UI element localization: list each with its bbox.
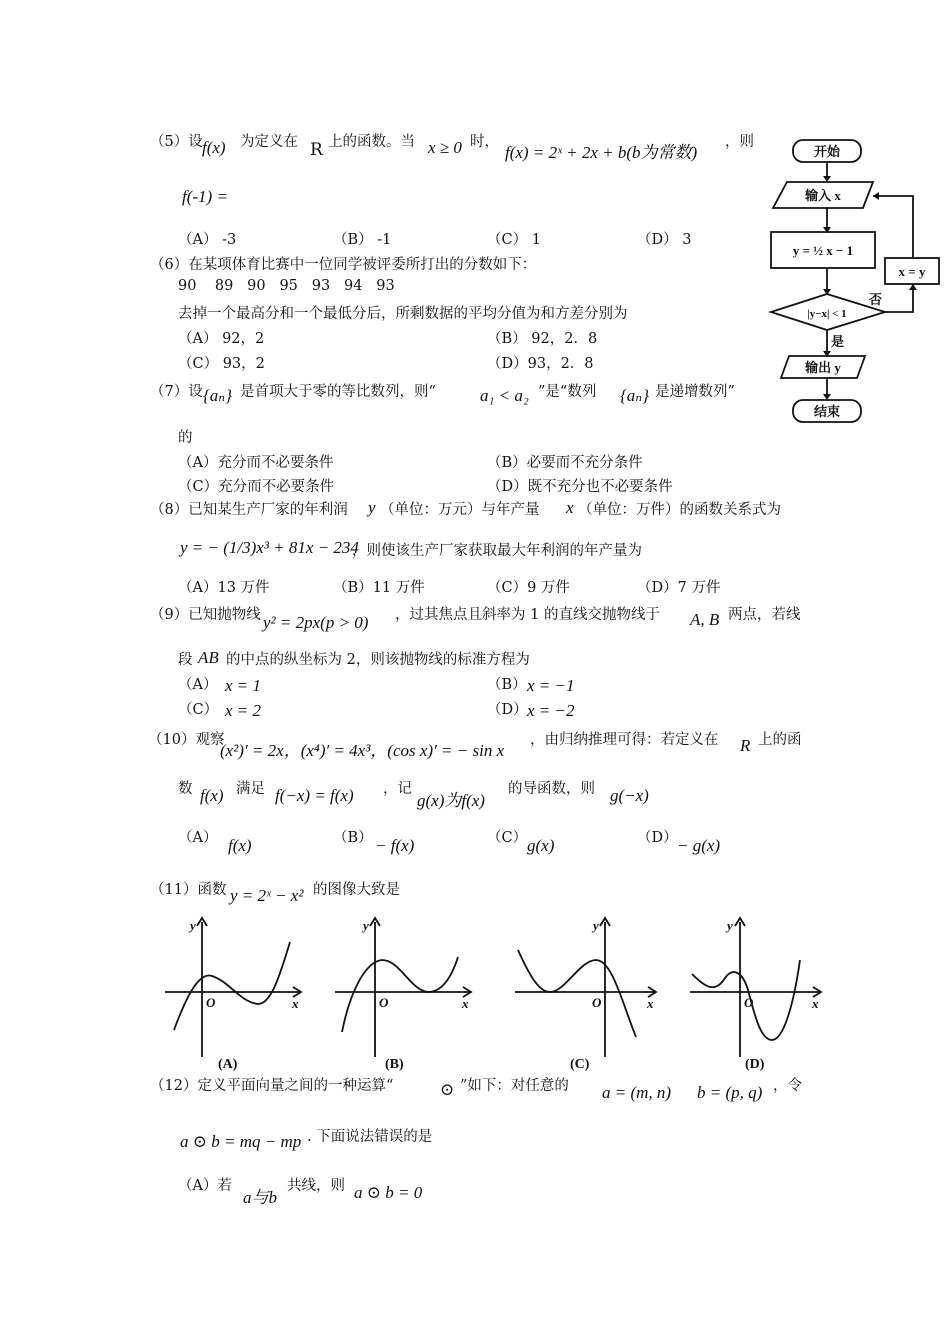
q9-points: A, B — [690, 610, 720, 629]
q10-option-d-eq: − g(x) — [677, 836, 721, 855]
q10-observation: (x²)′ = 2x，(x⁴)′ = 4x³，(cos x)′ = − sin x — [220, 741, 505, 760]
q6-option-c: （C） 93，2 — [178, 356, 265, 372]
q11-equation: y = 2ˣ − x² — [230, 886, 304, 905]
q10-text-4: 满足 — [236, 781, 265, 797]
q5-text-1: 为定义在 — [240, 134, 298, 150]
flow-start-label: 开始 — [813, 144, 841, 159]
q9-option-c-eq: x = 2 — [225, 701, 262, 720]
q8-option-c: （C）9 万件 — [487, 580, 570, 596]
flow-end-label: 结束 — [813, 404, 841, 419]
q5-prefix: （5）设 — [150, 134, 203, 150]
flow-update-label: x = y — [898, 264, 926, 279]
q7-text-1: 是首项大于零的等比数列，则“ — [240, 384, 436, 400]
q10-text-5: ，记 — [383, 781, 412, 797]
q8-formula: y = − (1/3)x³ + 81x − 234 — [180, 538, 359, 557]
flow-input-label: 输入 x — [805, 188, 841, 203]
flow-assign-label: y = ½ x − 1 — [792, 243, 854, 258]
graph-d-label: (D) — [745, 1057, 765, 1072]
q5-formula: f(x) = 2ˣ + 2x + b(b为常数) — [505, 143, 698, 162]
q9-option-b-eq: x = −1 — [527, 676, 575, 695]
q6-text: 去掉一个最高分和一个最低分后，所剩数据的平均分值为和方差分别为 — [178, 306, 628, 322]
q12-option-a-mid: 共线，则 — [287, 1178, 345, 1194]
q5-option-d: （D） 3 — [637, 232, 692, 248]
graph-b-y-label: y — [363, 918, 369, 933]
q7-text-4: 的 — [178, 430, 193, 446]
q7-sequence: {aₙ} — [203, 386, 232, 405]
q9-ab: AB — [198, 648, 219, 667]
q9-equation: y² = 2px(p > 0) — [263, 613, 369, 632]
q5-option-c: （C） 1 — [487, 232, 541, 248]
q5-condition: x ≥ 0 — [428, 138, 462, 157]
q9-option-a-label: （A） — [178, 677, 218, 693]
q8-option-d: （D）7 万件 — [637, 580, 721, 596]
q9-text-2: 两点，若线 — [728, 607, 801, 623]
q6-prefix: （6）在某项体育比赛中一位同学被评委所打出的分数如下： — [150, 257, 537, 273]
graph-b-origin: O — [379, 995, 389, 1010]
q11-text: 的图像大致是 — [313, 882, 400, 898]
q10-g: g(x)为f(x) — [417, 791, 485, 810]
q8-option-a: （A）13 万件 — [178, 580, 270, 596]
flow-decision-label: |y−x| < 1 — [807, 308, 847, 320]
graph-c-origin: O — [592, 995, 602, 1010]
graph-b-label: (B) — [385, 1057, 404, 1072]
q10-option-a-eq: f(x) — [228, 836, 252, 855]
q10-condition: f(−x) = f(x) — [275, 786, 354, 805]
graph-a-y-label: y — [190, 918, 196, 933]
q9-text-4: 的中点的纵坐标为 2，则该抛物线的标准方程为 — [226, 652, 530, 668]
q5-text-2: 上的函数。当 — [328, 134, 415, 150]
flowchart — [765, 132, 945, 432]
q12-option-a-result: a ⊙ b = 0 — [354, 1183, 423, 1202]
graph-c-label: (C) — [570, 1057, 590, 1072]
q12-text-1: ”如下：对任意的 — [460, 1078, 569, 1094]
q5-option-a: （A） -3 — [178, 232, 237, 248]
q6-option-b: （B） 92，2．8 — [487, 331, 598, 347]
q5-ask: f(-1) = — [182, 187, 228, 206]
q7-condition: a₁ < a₂ — [480, 386, 529, 405]
q10-text-6: 的导函数，则 — [508, 781, 595, 797]
q10-prefix: （10）观察 — [148, 732, 225, 748]
q7-text-2: ”是“数列 — [538, 384, 597, 400]
q12-b: b = (p, q) — [697, 1083, 763, 1102]
graph-d-y-label: y — [727, 918, 733, 933]
q8-prefix: （8）已知某生产厂家的年利润 — [150, 502, 348, 518]
q5-R: R — [310, 140, 323, 160]
q11-graphs — [160, 912, 830, 1072]
graph-c-x-label: x — [647, 996, 654, 1011]
q10-text-3: 数 — [178, 781, 193, 797]
q8-text-1: （单位：万元）与年产量 — [380, 502, 540, 518]
graph-a-origin: O — [206, 995, 216, 1010]
q7-option-a: （A）充分而不必要条件 — [178, 455, 334, 471]
q10-text-1: ，由归纳推理可得：若定义在 — [530, 732, 719, 748]
graph-c-y-label: y — [593, 918, 599, 933]
q9-prefix: （9）已知抛物线 — [150, 607, 261, 623]
q8-option-b: （B）11 万件 — [333, 580, 425, 596]
graph-d-x-label: x — [812, 996, 819, 1011]
flow-yes-label: 是 — [831, 334, 845, 349]
q9-option-a-eq: x = 1 — [225, 676, 262, 695]
q12-text-2: ，令 — [773, 1078, 802, 1094]
q6-option-d: （D）93，2．8 — [487, 356, 594, 372]
q8-x: x — [566, 498, 574, 517]
q9-option-b-label: （B） — [487, 677, 527, 693]
q12-option-a-cond: a与b — [243, 1188, 277, 1207]
q10-option-b-label: （B） — [333, 830, 373, 846]
q10-option-c-label: （C） — [487, 830, 528, 846]
q12-option-a-prefix: （A）若 — [178, 1178, 232, 1194]
graph-b-x-label: x — [462, 996, 469, 1011]
q8-y: y — [368, 498, 376, 517]
q10-ask: g(−x) — [610, 786, 649, 805]
q11-prefix: （11）函数 — [150, 882, 227, 898]
q9-option-c-label: （C） — [178, 702, 219, 718]
q7-option-d: （D）既不充分也不必要条件 — [487, 479, 673, 495]
q7-option-b: （B）必要而不充分条件 — [487, 455, 643, 471]
q10-option-c-eq: g(x) — [527, 836, 555, 855]
q5-fx: f(x) — [202, 138, 226, 157]
q12-definition: a ⊙ b = mq − mp — [180, 1132, 302, 1151]
q9-text-3: 段 — [178, 652, 193, 668]
q5-text-3: 时， — [470, 134, 499, 150]
q10-fx: f(x) — [200, 786, 224, 805]
q12-text-3: . 下面说法错误的是 — [307, 1129, 433, 1145]
q7-sequence-2: {aₙ} — [620, 386, 649, 405]
graph-d-origin: O — [744, 995, 754, 1010]
q10-option-d-label: （D） — [637, 830, 678, 846]
q7-text-3: 是递增数列” — [655, 384, 735, 400]
graph-a-label: (A) — [218, 1057, 238, 1072]
graph-a-x-label: x — [292, 996, 299, 1011]
q10-option-b-eq: − f(x) — [375, 836, 415, 855]
q12-operator: ⊙ — [440, 1080, 455, 1100]
flow-no-label: 否 — [869, 292, 883, 307]
flow-output-label: 输出 y — [805, 360, 841, 375]
q8-text-2: （单位：万件）的函数关系式为 — [578, 502, 781, 518]
q6-scores: 90 89 90 95 93 94 93 — [178, 278, 395, 294]
q10-option-a-label: （A） — [178, 830, 218, 846]
q12-a: a = (m, n) — [602, 1083, 672, 1102]
q7-option-c: （C）充分而不必要条件 — [178, 479, 335, 495]
q8-text-3: ，则使该生产厂家获取最大年利润的年产量为 — [352, 543, 642, 559]
q5-text-4: ，则 — [725, 134, 754, 150]
q9-option-d-label: （D） — [487, 702, 528, 718]
q9-option-d-eq: x = −2 — [527, 701, 575, 720]
q10-R: R — [740, 736, 751, 755]
q9-text-1: ，过其焦点且斜率为 1 的直线交抛物线于 — [395, 607, 660, 623]
q6-option-a: （A） 92，2 — [178, 331, 265, 347]
q12-prefix: （12）定义平面向量之间的一种运算“ — [150, 1078, 394, 1094]
q5-option-b: （B） -1 — [333, 232, 392, 248]
q10-text-2: 上的函 — [758, 732, 802, 748]
q7-prefix: （7）设 — [150, 384, 203, 400]
